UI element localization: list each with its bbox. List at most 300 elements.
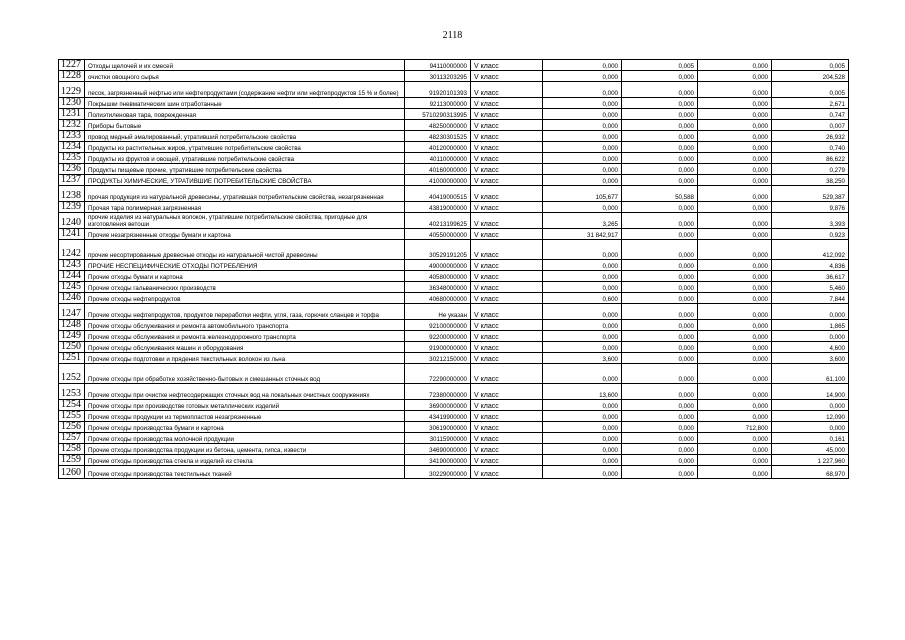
value-4: 0,005 (772, 60, 849, 71)
hazard-class: V класс (471, 271, 543, 282)
value-2: 50,588 (622, 186, 698, 202)
value-3: 0,000 (698, 433, 772, 444)
value-1: 0,000 (543, 342, 622, 353)
value-1: 0,000 (543, 320, 622, 331)
table-row (59, 271, 849, 282)
value-1: 0,000 (543, 433, 622, 444)
waste-code: 30229000000 (405, 466, 471, 479)
row-number: 1234 (59, 142, 85, 153)
waste-name: Полиэтиленовая тара, поврежденная (85, 109, 405, 120)
waste-name: Прочие отходы нефтепродуктов (85, 293, 405, 304)
waste-name: ПРОЧИЕ НЕСПЕЦИФИЧЕСКИЕ ОТХОДЫ ПОТРЕБЛЕНИЯ (85, 260, 405, 271)
row-number: 1251 (59, 353, 85, 364)
hazard-class: V класс (471, 320, 543, 331)
waste-code: 91900000000 (405, 342, 471, 353)
waste-name: Прочие отходы при обработке хозяйственно-бытовых и смешанных сточных вод (85, 364, 405, 384)
value-1: 0,000 (543, 282, 622, 293)
value-3: 712,800 (698, 422, 772, 433)
hazard-class: V класс (471, 304, 543, 320)
value-2: 0,000 (622, 120, 698, 131)
table-row (59, 331, 849, 342)
hazard-class: V класс (471, 384, 543, 400)
row-number: 1231 (59, 109, 85, 120)
table-row (59, 186, 849, 202)
value-3: 0,000 (698, 293, 772, 304)
waste-name: песок, загрязненный нефтью или нефтепродуктами (содержание нефти или нефтепродуктов 15 % и более) (85, 82, 405, 98)
value-4: 3,393 (772, 213, 849, 229)
row-number: 1240 (59, 213, 85, 229)
value-4: 36,617 (772, 271, 849, 282)
table-row (59, 260, 849, 271)
table-row (59, 202, 849, 213)
table-body (59, 60, 849, 479)
value-4: 5,460 (772, 282, 849, 293)
hazard-class: V класс (471, 293, 543, 304)
value-2: 0,000 (622, 71, 698, 82)
value-1: 0,000 (543, 422, 622, 433)
value-3: 0,000 (698, 202, 772, 213)
value-1: 0,000 (543, 142, 622, 153)
value-3: 0,000 (698, 331, 772, 342)
value-1: 0,600 (543, 293, 622, 304)
value-1: 0,000 (543, 364, 622, 384)
value-2: 0,000 (622, 433, 698, 444)
value-2: 0,000 (622, 411, 698, 422)
value-1: 0,000 (543, 411, 622, 422)
value-2: 0,000 (622, 153, 698, 164)
value-2: 0,000 (622, 260, 698, 271)
hazard-class: V класс (471, 186, 543, 202)
table-row (59, 320, 849, 331)
waste-name: Прочие отходы гальванических производств (85, 282, 405, 293)
value-1: 0,000 (543, 131, 622, 142)
waste-code: 34190000000 (405, 455, 471, 466)
row-number: 1227 (59, 60, 85, 71)
value-1: 105,677 (543, 186, 622, 202)
row-number: 1253 (59, 384, 85, 400)
hazard-class: V класс (471, 120, 543, 131)
value-2: 0,000 (622, 82, 698, 98)
value-4: 7,844 (772, 293, 849, 304)
value-3: 0,000 (698, 82, 772, 98)
table-row (59, 384, 849, 400)
value-2: 0,000 (622, 282, 698, 293)
waste-code: 30619000000 (405, 422, 471, 433)
value-4: 4,836 (772, 260, 849, 271)
value-2: 0,000 (622, 202, 698, 213)
value-4: 0,747 (772, 109, 849, 120)
value-2: 0,000 (622, 213, 698, 229)
value-2: 0,000 (622, 331, 698, 342)
waste-name: Продукты из растительных жиров, утратившие потребительские свойства (85, 142, 405, 153)
table-row (59, 164, 849, 175)
row-number: 1252 (59, 364, 85, 384)
value-4: 3,600 (772, 353, 849, 364)
row-number: 1248 (59, 320, 85, 331)
waste-code: 40160000000 (405, 164, 471, 175)
value-3: 0,000 (698, 364, 772, 384)
value-1: 0,000 (543, 82, 622, 98)
value-2: 0,000 (622, 271, 698, 282)
value-2: 0,000 (622, 320, 698, 331)
value-1: 0,000 (543, 260, 622, 271)
value-1: 0,000 (543, 271, 622, 282)
value-3: 0,000 (698, 353, 772, 364)
hazard-class: V класс (471, 400, 543, 411)
value-4: 61,100 (772, 364, 849, 384)
value-4: 529,387 (772, 186, 849, 202)
waste-name: Прочие отходы производства бумаги и картона (85, 422, 405, 433)
hazard-class: V класс (471, 455, 543, 466)
hazard-class: V класс (471, 342, 543, 353)
waste-name: Прочие отходы производства молочной продукции (85, 433, 405, 444)
hazard-class: V класс (471, 82, 543, 98)
table-row (59, 71, 849, 82)
waste-code: 49000000000 (405, 260, 471, 271)
waste-code: 34690000000 (405, 444, 471, 455)
waste-name: провод медный эмалированный, утративший потребительские свойства (85, 131, 405, 142)
waste-code: 40213199625 (405, 213, 471, 229)
row-number: 1235 (59, 153, 85, 164)
waste-code: 30212150000 (405, 353, 471, 364)
value-4: 0,740 (772, 142, 849, 153)
hazard-class: V класс (471, 240, 543, 260)
row-number: 1246 (59, 293, 85, 304)
value-4: 412,092 (772, 240, 849, 260)
waste-code: 94110000000 (405, 60, 471, 71)
waste-table (58, 59, 849, 479)
value-2: 0,000 (622, 164, 698, 175)
waste-code: 72290000000 (405, 364, 471, 384)
waste-name: Прочие отходы обслуживания и ремонта автомобильного транспорта (85, 320, 405, 331)
waste-code: 41000000000 (405, 175, 471, 186)
value-1: 0,000 (543, 304, 622, 320)
value-3: 0,000 (698, 411, 772, 422)
waste-code: 40550000000 (405, 229, 471, 240)
value-1: 3,600 (543, 353, 622, 364)
table-row (59, 175, 849, 186)
value-2: 0,000 (622, 466, 698, 479)
waste-name: Прочие отходы подготовки и прядения текстильных волокон из льна (85, 353, 405, 364)
hazard-class: V класс (471, 60, 543, 71)
row-number: 1247 (59, 304, 85, 320)
row-number: 1249 (59, 331, 85, 342)
waste-code: 5710290313995 (405, 109, 471, 120)
hazard-class: V класс (471, 164, 543, 175)
value-4: 26,932 (772, 131, 849, 142)
table-row (59, 131, 849, 142)
row-number: 1250 (59, 342, 85, 353)
waste-code: 40580000000 (405, 271, 471, 282)
value-4: 0,923 (772, 229, 849, 240)
value-2: 0,000 (622, 353, 698, 364)
table-row (59, 433, 849, 444)
value-4: 1 227,960 (772, 455, 849, 466)
hazard-class: V класс (471, 142, 543, 153)
value-1: 0,000 (543, 71, 622, 82)
waste-code: Не указан (405, 304, 471, 320)
value-1: 0,000 (543, 202, 622, 213)
hazard-class: V класс (471, 282, 543, 293)
value-2: 0,000 (622, 229, 698, 240)
waste-name: Продукты из фруктов и овощей, утратившие потребительские свойства (85, 153, 405, 164)
value-2: 0,000 (622, 98, 698, 109)
waste-name: Прочая тара полимерная загрязненная (85, 202, 405, 213)
value-3: 0,000 (698, 466, 772, 479)
hazard-class: V класс (471, 411, 543, 422)
waste-code: 36348000000 (405, 282, 471, 293)
value-4: 0,007 (772, 120, 849, 131)
waste-name: Прочие незагрязненные отходы бумаги и картона (85, 229, 405, 240)
value-4: 45,000 (772, 444, 849, 455)
value-1: 3,265 (543, 213, 622, 229)
hazard-class: V класс (471, 98, 543, 109)
row-number: 1237 (59, 175, 85, 186)
value-3: 0,000 (698, 71, 772, 82)
value-1: 31 842,917 (543, 229, 622, 240)
waste-name: Прочие отходы бумаги и картона (85, 271, 405, 282)
table-row (59, 142, 849, 153)
value-2: 0,000 (622, 175, 698, 186)
waste-code: 48230301525 (405, 131, 471, 142)
waste-code: 30113203295 (405, 71, 471, 82)
waste-name: Прочие отходы при очистке нефтесодержащих сточных вод на локальных очистных сооружениях (85, 384, 405, 400)
table-row (59, 466, 849, 479)
value-4: 0,005 (772, 82, 849, 98)
table-row (59, 120, 849, 131)
hazard-class: V класс (471, 131, 543, 142)
hazard-class: V класс (471, 202, 543, 213)
table-row (59, 411, 849, 422)
table-row (59, 82, 849, 98)
value-4: 0,000 (772, 304, 849, 320)
value-4: 0,000 (772, 331, 849, 342)
waste-code: 92100000000 (405, 320, 471, 331)
value-1: 0,000 (543, 175, 622, 186)
table-row (59, 60, 849, 71)
value-3: 0,000 (698, 320, 772, 331)
value-1: 0,000 (543, 240, 622, 260)
value-3: 0,000 (698, 120, 772, 131)
value-4: 1,865 (772, 320, 849, 331)
value-2: 0,000 (622, 142, 698, 153)
value-3: 0,000 (698, 384, 772, 400)
hazard-class: V класс (471, 71, 543, 82)
waste-code: 36900000000 (405, 400, 471, 411)
waste-code: 43419900000 (405, 411, 471, 422)
value-3: 0,000 (698, 229, 772, 240)
waste-code: 91920101393 (405, 82, 471, 98)
value-3: 0,000 (698, 260, 772, 271)
value-4: 4,600 (772, 342, 849, 353)
value-3: 0,000 (698, 444, 772, 455)
value-3: 0,000 (698, 153, 772, 164)
value-3: 0,000 (698, 186, 772, 202)
waste-name: Прочие отходы производства продукции из бетона, цемента, гипса, извести (85, 444, 405, 455)
row-number: 1242 (59, 240, 85, 260)
value-4: 0,161 (772, 433, 849, 444)
value-1: 0,000 (543, 120, 622, 131)
waste-code: 43819000000 (405, 202, 471, 213)
value-3: 0,000 (698, 131, 772, 142)
waste-name: Приборы бытовые (85, 120, 405, 131)
table-row (59, 282, 849, 293)
value-2: 0,000 (622, 444, 698, 455)
row-number: 1244 (59, 271, 85, 282)
table-row (59, 364, 849, 384)
waste-code: 92200000000 (405, 331, 471, 342)
table-row (59, 98, 849, 109)
table-row (59, 353, 849, 364)
table-row (59, 304, 849, 320)
value-2: 0,000 (622, 384, 698, 400)
value-3: 0,000 (698, 240, 772, 260)
value-2: 0,000 (622, 293, 698, 304)
value-1: 0,000 (543, 466, 622, 479)
value-3: 0,000 (698, 342, 772, 353)
value-2: 0,000 (622, 455, 698, 466)
waste-name: Прочие отходы производства стекла и изделий из стекла (85, 455, 405, 466)
row-number: 1260 (59, 466, 85, 479)
value-2: 0,000 (622, 422, 698, 433)
value-2: 0,000 (622, 240, 698, 260)
waste-name: прочие изделия из натуральных волокон, утратившие потребительские свойства, пригодные для изготовления ветоши (85, 213, 405, 229)
value-1: 0,000 (543, 164, 622, 175)
value-3: 0,000 (698, 164, 772, 175)
hazard-class: V класс (471, 109, 543, 120)
waste-code: 30115900000 (405, 433, 471, 444)
value-4: 0,000 (772, 400, 849, 411)
table-row (59, 213, 849, 229)
table-row (59, 342, 849, 353)
value-1: 0,000 (543, 331, 622, 342)
value-1: 0,000 (543, 60, 622, 71)
value-3: 0,000 (698, 455, 772, 466)
waste-code: 40419000515 (405, 186, 471, 202)
waste-name: ПРОДУКТЫ ХИМИЧЕСКИЕ, УТРАТИВШИЕ ПОТРЕБИТЕЛЬСКИЕ СВОЙСТВА (85, 175, 405, 186)
value-3: 0,000 (698, 142, 772, 153)
row-number: 1232 (59, 120, 85, 131)
value-4: 86,622 (772, 153, 849, 164)
row-number: 1257 (59, 433, 85, 444)
hazard-class: V класс (471, 260, 543, 271)
value-2: 0,000 (622, 364, 698, 384)
value-1: 0,000 (543, 98, 622, 109)
waste-name: очистки овощного сырья (85, 71, 405, 82)
hazard-class: V класс (471, 444, 543, 455)
table-row (59, 109, 849, 120)
value-4: 0,279 (772, 164, 849, 175)
waste-name: Прочие отходы производства текстильных тканей (85, 466, 405, 479)
value-1: 0,000 (543, 400, 622, 411)
value-2: 0,005 (622, 60, 698, 71)
row-number: 1239 (59, 202, 85, 213)
table-row (59, 240, 849, 260)
value-4: 12,090 (772, 411, 849, 422)
value-4: 2,671 (772, 98, 849, 109)
table-row (59, 153, 849, 164)
table-row (59, 293, 849, 304)
waste-name: Покрышки пневматических шин отработанные (85, 98, 405, 109)
waste-name: Продукты пищевые прочие, утратившие потребительские свойства (85, 164, 405, 175)
table-row (59, 455, 849, 466)
value-2: 0,000 (622, 400, 698, 411)
waste-code: 92113000000 (405, 98, 471, 109)
page-number: 2118 (442, 30, 463, 41)
row-number: 1241 (59, 229, 85, 240)
value-2: 0,000 (622, 342, 698, 353)
hazard-class: V класс (471, 364, 543, 384)
row-number: 1236 (59, 164, 85, 175)
value-2: 0,000 (622, 109, 698, 120)
value-4: 38,250 (772, 175, 849, 186)
table-row (59, 422, 849, 433)
value-3: 0,000 (698, 282, 772, 293)
value-4: 9,876 (772, 202, 849, 213)
value-3: 0,000 (698, 98, 772, 109)
row-number: 1243 (59, 260, 85, 271)
value-3: 0,000 (698, 213, 772, 229)
waste-name: прочая продукция из натуральной древесины, утратившая потребительские свойства, незагрязненная (85, 186, 405, 202)
row-number: 1256 (59, 422, 85, 433)
table-row (59, 444, 849, 455)
row-number: 1229 (59, 82, 85, 98)
hazard-class: V класс (471, 466, 543, 479)
value-1: 0,000 (543, 455, 622, 466)
row-number: 1254 (59, 400, 85, 411)
waste-code: 40120000000 (405, 142, 471, 153)
hazard-class: V класс (471, 153, 543, 164)
waste-name: Прочие отходы продукции из термопластов незагрязненные (85, 411, 405, 422)
value-3: 0,000 (698, 271, 772, 282)
waste-name: Прочие отходы обслуживания машин и оборудования (85, 342, 405, 353)
value-3: 0,000 (698, 304, 772, 320)
waste-code: 40680000000 (405, 293, 471, 304)
value-1: 0,000 (543, 444, 622, 455)
value-4: 68,970 (772, 466, 849, 479)
hazard-class: V класс (471, 433, 543, 444)
hazard-class: V класс (471, 422, 543, 433)
value-3: 0,000 (698, 109, 772, 120)
table-row (59, 400, 849, 411)
waste-name: Прочие отходы обслуживания и ремонта железнодорожного транспорта (85, 331, 405, 342)
value-2: 0,000 (622, 131, 698, 142)
value-1: 0,000 (543, 153, 622, 164)
value-4: 0,000 (772, 422, 849, 433)
row-number: 1233 (59, 131, 85, 142)
hazard-class: V класс (471, 331, 543, 342)
row-number: 1255 (59, 411, 85, 422)
row-number: 1238 (59, 186, 85, 202)
row-number: 1228 (59, 71, 85, 82)
hazard-class: V класс (471, 175, 543, 186)
value-3: 0,000 (698, 60, 772, 71)
value-3: 0,000 (698, 400, 772, 411)
hazard-class: V класс (471, 213, 543, 229)
row-number: 1245 (59, 282, 85, 293)
waste-name: Прочие отходы нефтепродуктов, продуктов переработки нефти, угля, газа, горючих сланцев и торфа (85, 304, 405, 320)
waste-code: 30529191205 (405, 240, 471, 260)
value-4: 14,900 (772, 384, 849, 400)
value-1: 13,600 (543, 384, 622, 400)
hazard-class: V класс (471, 229, 543, 240)
value-3: 0,000 (698, 175, 772, 186)
waste-name: Прочие отходы при производстве готовых металлических изделий (85, 400, 405, 411)
waste-name: Отходы щелочей и их смесей (85, 60, 405, 71)
row-number: 1258 (59, 444, 85, 455)
row-number: 1259 (59, 455, 85, 466)
waste-code: 48250000000 (405, 120, 471, 131)
